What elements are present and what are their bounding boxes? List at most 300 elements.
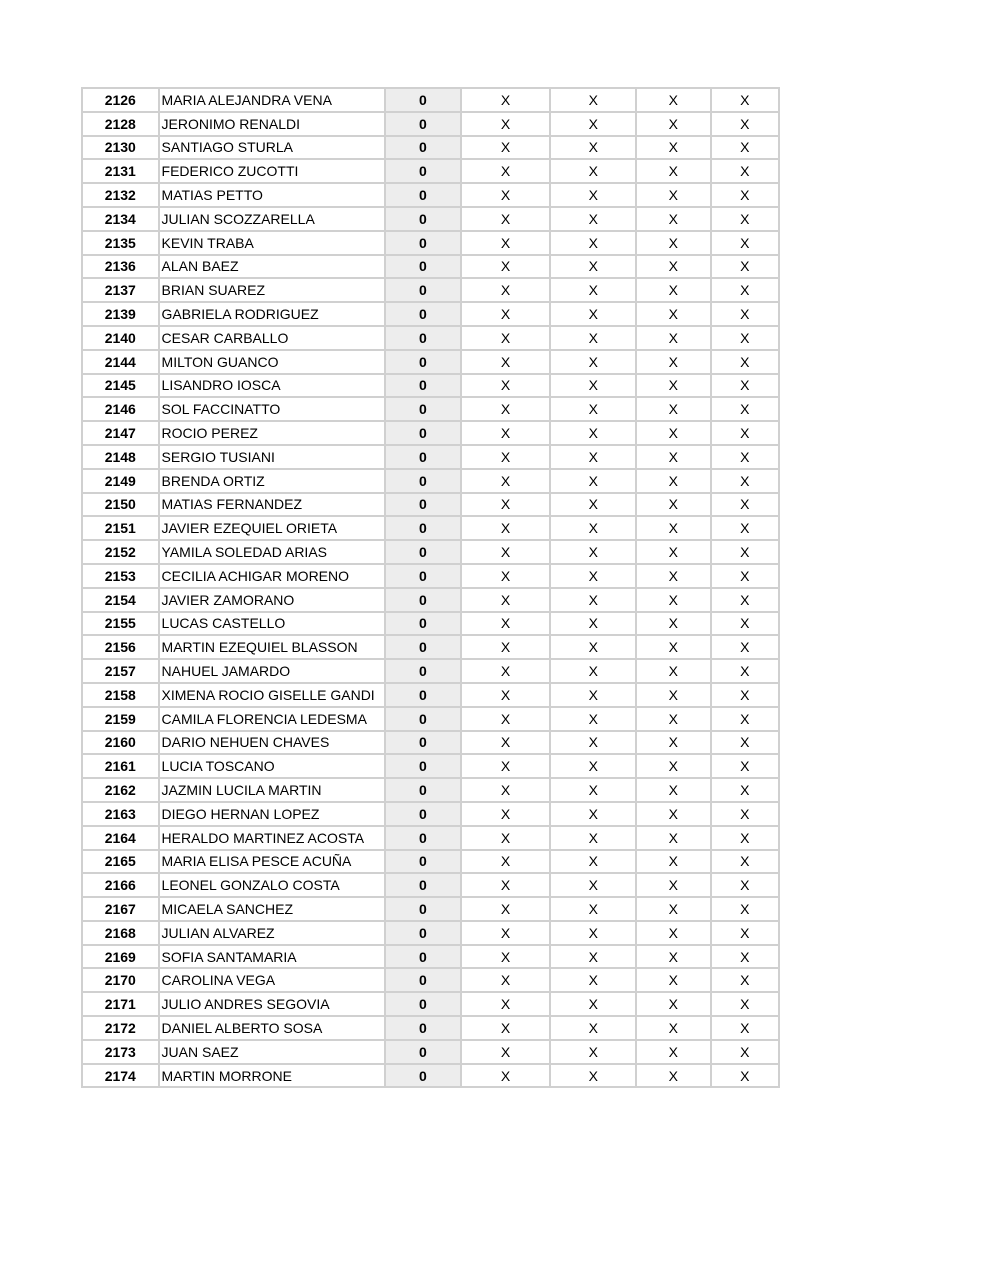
- row-mark-cell-4: X: [711, 88, 779, 112]
- row-mark-cell-2: X: [550, 469, 636, 493]
- row-id-cell: 2148: [82, 445, 159, 469]
- row-mark-cell-2: X: [550, 445, 636, 469]
- row-score-cell: 0: [385, 207, 461, 231]
- row-id-cell: 2164: [82, 826, 159, 850]
- row-mark-cell-3: X: [636, 897, 710, 921]
- row-name-cell: MICAELA SANCHEZ: [159, 897, 386, 921]
- row-id-cell: 2147: [82, 421, 159, 445]
- row-id-cell: 2130: [82, 136, 159, 160]
- row-mark-cell-2: X: [550, 850, 636, 874]
- row-mark-cell-4: X: [711, 136, 779, 160]
- row-mark-cell-4: X: [711, 350, 779, 374]
- row-score-cell: 0: [385, 374, 461, 398]
- table-row: [82, 1016, 779, 1040]
- row-mark-cell-2: X: [550, 731, 636, 755]
- row-mark-cell-2: X: [550, 278, 636, 302]
- row-name-cell: ALAN BAEZ: [159, 255, 386, 279]
- row-name-cell: DIEGO HERNAN LOPEZ: [159, 802, 386, 826]
- row-name-cell: SOL FACCINATTO: [159, 397, 386, 421]
- row-name-cell: DARIO NEHUEN CHAVES: [159, 731, 386, 755]
- row-mark-cell-3: X: [636, 945, 710, 969]
- row-mark-cell-4: X: [711, 850, 779, 874]
- row-score-cell: 0: [385, 421, 461, 445]
- row-mark-cell-1: X: [461, 850, 551, 874]
- row-name-cell: SANTIAGO STURLA: [159, 136, 386, 160]
- row-mark-cell-1: X: [461, 612, 551, 636]
- row-mark-cell-4: X: [711, 992, 779, 1016]
- row-score-cell: 0: [385, 278, 461, 302]
- row-id-cell: 2136: [82, 255, 159, 279]
- table-row: [82, 255, 779, 279]
- row-id-cell: 2150: [82, 493, 159, 517]
- row-mark-cell-4: X: [711, 635, 779, 659]
- table-row: [82, 754, 779, 778]
- row-mark-cell-1: X: [461, 731, 551, 755]
- row-id-cell: 2168: [82, 921, 159, 945]
- row-mark-cell-3: X: [636, 635, 710, 659]
- row-score-cell: 0: [385, 112, 461, 136]
- table-row: [82, 397, 779, 421]
- row-mark-cell-3: X: [636, 1040, 710, 1064]
- row-mark-cell-2: X: [550, 88, 636, 112]
- row-mark-cell-3: X: [636, 326, 710, 350]
- row-score-cell: 0: [385, 850, 461, 874]
- table-row: [82, 136, 779, 160]
- row-mark-cell-2: X: [550, 350, 636, 374]
- row-id-cell: 2155: [82, 612, 159, 636]
- row-mark-cell-4: X: [711, 231, 779, 255]
- table-row: [82, 540, 779, 564]
- row-id-cell: 2151: [82, 516, 159, 540]
- row-mark-cell-3: X: [636, 588, 710, 612]
- row-mark-cell-4: X: [711, 326, 779, 350]
- row-mark-cell-3: X: [636, 850, 710, 874]
- row-mark-cell-1: X: [461, 921, 551, 945]
- row-mark-cell-3: X: [636, 992, 710, 1016]
- row-mark-cell-4: X: [711, 945, 779, 969]
- row-score-cell: 0: [385, 231, 461, 255]
- row-mark-cell-4: X: [711, 1040, 779, 1064]
- row-mark-cell-1: X: [461, 183, 551, 207]
- row-id-cell: 2174: [82, 1064, 159, 1088]
- row-mark-cell-1: X: [461, 159, 551, 183]
- table-row: [82, 802, 779, 826]
- row-score-cell: 0: [385, 612, 461, 636]
- row-score-cell: 0: [385, 707, 461, 731]
- row-name-cell: YAMILA SOLEDAD ARIAS: [159, 540, 386, 564]
- row-mark-cell-2: X: [550, 1040, 636, 1064]
- row-mark-cell-2: X: [550, 326, 636, 350]
- row-mark-cell-4: X: [711, 588, 779, 612]
- row-score-cell: 0: [385, 897, 461, 921]
- row-id-cell: 2158: [82, 683, 159, 707]
- row-score-cell: 0: [385, 88, 461, 112]
- row-mark-cell-1: X: [461, 255, 551, 279]
- row-mark-cell-3: X: [636, 612, 710, 636]
- row-mark-cell-4: X: [711, 493, 779, 517]
- row-mark-cell-3: X: [636, 469, 710, 493]
- table-row: [82, 635, 779, 659]
- row-mark-cell-3: X: [636, 516, 710, 540]
- row-name-cell: MARTIN EZEQUIEL BLASSON: [159, 635, 386, 659]
- row-mark-cell-4: X: [711, 1016, 779, 1040]
- row-mark-cell-3: X: [636, 374, 710, 398]
- row-mark-cell-3: X: [636, 302, 710, 326]
- row-mark-cell-3: X: [636, 231, 710, 255]
- row-mark-cell-2: X: [550, 707, 636, 731]
- row-mark-cell-2: X: [550, 516, 636, 540]
- row-mark-cell-2: X: [550, 1064, 636, 1088]
- row-score-cell: 0: [385, 659, 461, 683]
- table-row: [82, 183, 779, 207]
- row-mark-cell-1: X: [461, 326, 551, 350]
- row-mark-cell-1: X: [461, 635, 551, 659]
- row-mark-cell-3: X: [636, 183, 710, 207]
- row-id-cell: 2126: [82, 88, 159, 112]
- table-row: [82, 921, 779, 945]
- row-mark-cell-3: X: [636, 564, 710, 588]
- row-id-cell: 2159: [82, 707, 159, 731]
- row-mark-cell-4: X: [711, 707, 779, 731]
- row-id-cell: 2149: [82, 469, 159, 493]
- row-mark-cell-1: X: [461, 469, 551, 493]
- row-id-cell: 2154: [82, 588, 159, 612]
- row-mark-cell-3: X: [636, 659, 710, 683]
- row-mark-cell-1: X: [461, 302, 551, 326]
- row-mark-cell-3: X: [636, 112, 710, 136]
- row-id-cell: 2167: [82, 897, 159, 921]
- row-mark-cell-4: X: [711, 302, 779, 326]
- row-mark-cell-3: X: [636, 88, 710, 112]
- row-mark-cell-1: X: [461, 445, 551, 469]
- row-id-cell: 2132: [82, 183, 159, 207]
- row-mark-cell-1: X: [461, 231, 551, 255]
- row-mark-cell-2: X: [550, 873, 636, 897]
- row-name-cell: CESAR CARBALLO: [159, 326, 386, 350]
- row-mark-cell-1: X: [461, 350, 551, 374]
- row-mark-cell-1: X: [461, 992, 551, 1016]
- row-name-cell: JAVIER ZAMORANO: [159, 588, 386, 612]
- row-mark-cell-2: X: [550, 802, 636, 826]
- row-mark-cell-2: X: [550, 897, 636, 921]
- row-name-cell: LISANDRO IOSCA: [159, 374, 386, 398]
- row-mark-cell-2: X: [550, 683, 636, 707]
- row-id-cell: 2166: [82, 873, 159, 897]
- row-id-cell: 2163: [82, 802, 159, 826]
- row-mark-cell-3: X: [636, 802, 710, 826]
- row-mark-cell-2: X: [550, 136, 636, 160]
- table-row: [82, 683, 779, 707]
- row-name-cell: JULIO ANDRES SEGOVIA: [159, 992, 386, 1016]
- row-score-cell: 0: [385, 564, 461, 588]
- row-id-cell: 2131: [82, 159, 159, 183]
- row-mark-cell-2: X: [550, 540, 636, 564]
- row-name-cell: CECILIA ACHIGAR MORENO: [159, 564, 386, 588]
- row-name-cell: DANIEL ALBERTO SOSA: [159, 1016, 386, 1040]
- row-score-cell: 0: [385, 136, 461, 160]
- row-score-cell: 0: [385, 516, 461, 540]
- row-id-cell: 2153: [82, 564, 159, 588]
- row-mark-cell-1: X: [461, 778, 551, 802]
- row-mark-cell-1: X: [461, 207, 551, 231]
- row-name-cell: SERGIO TUSIANI: [159, 445, 386, 469]
- row-mark-cell-2: X: [550, 493, 636, 517]
- row-mark-cell-3: X: [636, 255, 710, 279]
- row-mark-cell-4: X: [711, 802, 779, 826]
- table-row: [82, 992, 779, 1016]
- table-row: [82, 564, 779, 588]
- row-id-cell: 2152: [82, 540, 159, 564]
- row-mark-cell-2: X: [550, 945, 636, 969]
- table-row: [82, 159, 779, 183]
- table-row: [82, 207, 779, 231]
- row-score-cell: 0: [385, 968, 461, 992]
- row-name-cell: XIMENA ROCIO GISELLE GANDI: [159, 683, 386, 707]
- row-mark-cell-1: X: [461, 945, 551, 969]
- row-mark-cell-1: X: [461, 826, 551, 850]
- row-name-cell: KEVIN TRABA: [159, 231, 386, 255]
- row-score-cell: 0: [385, 826, 461, 850]
- table-row: [82, 1064, 779, 1088]
- row-id-cell: 2165: [82, 850, 159, 874]
- row-score-cell: 0: [385, 159, 461, 183]
- table-row: [82, 469, 779, 493]
- row-mark-cell-3: X: [636, 921, 710, 945]
- table-row: [82, 445, 779, 469]
- row-score-cell: 0: [385, 1064, 461, 1088]
- row-mark-cell-4: X: [711, 659, 779, 683]
- row-id-cell: 2162: [82, 778, 159, 802]
- row-mark-cell-2: X: [550, 588, 636, 612]
- row-score-cell: 0: [385, 326, 461, 350]
- row-mark-cell-2: X: [550, 564, 636, 588]
- row-mark-cell-4: X: [711, 683, 779, 707]
- table-row: [82, 374, 779, 398]
- row-mark-cell-1: X: [461, 397, 551, 421]
- row-mark-cell-2: X: [550, 183, 636, 207]
- row-id-cell: 2137: [82, 278, 159, 302]
- row-id-cell: 2171: [82, 992, 159, 1016]
- row-mark-cell-1: X: [461, 1064, 551, 1088]
- row-name-cell: HERALDO MARTINEZ ACOSTA: [159, 826, 386, 850]
- row-mark-cell-3: X: [636, 873, 710, 897]
- row-score-cell: 0: [385, 445, 461, 469]
- row-mark-cell-2: X: [550, 112, 636, 136]
- row-mark-cell-1: X: [461, 897, 551, 921]
- results-table-body: [82, 88, 779, 1087]
- row-mark-cell-3: X: [636, 683, 710, 707]
- row-id-cell: 2161: [82, 754, 159, 778]
- row-mark-cell-4: X: [711, 778, 779, 802]
- row-score-cell: 0: [385, 635, 461, 659]
- row-id-cell: 2172: [82, 1016, 159, 1040]
- row-name-cell: LUCAS CASTELLO: [159, 612, 386, 636]
- row-mark-cell-4: X: [711, 421, 779, 445]
- table-row: [82, 731, 779, 755]
- row-mark-cell-1: X: [461, 873, 551, 897]
- row-mark-cell-2: X: [550, 231, 636, 255]
- row-score-cell: 0: [385, 469, 461, 493]
- table-row: [82, 873, 779, 897]
- row-mark-cell-1: X: [461, 564, 551, 588]
- row-mark-cell-4: X: [711, 255, 779, 279]
- row-mark-cell-2: X: [550, 302, 636, 326]
- row-id-cell: 2160: [82, 731, 159, 755]
- row-mark-cell-4: X: [711, 397, 779, 421]
- row-name-cell: BRENDA ORTIZ: [159, 469, 386, 493]
- row-score-cell: 0: [385, 873, 461, 897]
- row-name-cell: CAROLINA VEGA: [159, 968, 386, 992]
- table-row: [82, 112, 779, 136]
- row-mark-cell-1: X: [461, 707, 551, 731]
- row-mark-cell-3: X: [636, 350, 710, 374]
- table-row: [82, 707, 779, 731]
- row-name-cell: BRIAN SUAREZ: [159, 278, 386, 302]
- row-id-cell: 2146: [82, 397, 159, 421]
- row-mark-cell-2: X: [550, 754, 636, 778]
- row-id-cell: 2170: [82, 968, 159, 992]
- row-mark-cell-4: X: [711, 612, 779, 636]
- row-mark-cell-2: X: [550, 826, 636, 850]
- row-mark-cell-4: X: [711, 540, 779, 564]
- row-id-cell: 2140: [82, 326, 159, 350]
- table-row: [82, 826, 779, 850]
- row-mark-cell-3: X: [636, 968, 710, 992]
- table-row: [82, 1040, 779, 1064]
- row-score-cell: 0: [385, 540, 461, 564]
- row-id-cell: 2139: [82, 302, 159, 326]
- row-score-cell: 0: [385, 493, 461, 517]
- row-name-cell: LUCIA TOSCANO: [159, 754, 386, 778]
- row-score-cell: 0: [385, 731, 461, 755]
- row-mark-cell-1: X: [461, 516, 551, 540]
- row-name-cell: ROCIO PEREZ: [159, 421, 386, 445]
- row-mark-cell-4: X: [711, 731, 779, 755]
- row-id-cell: 2157: [82, 659, 159, 683]
- row-mark-cell-2: X: [550, 778, 636, 802]
- row-mark-cell-4: X: [711, 112, 779, 136]
- row-mark-cell-4: X: [711, 873, 779, 897]
- row-mark-cell-4: X: [711, 1064, 779, 1088]
- table-row: [82, 945, 779, 969]
- row-id-cell: 2128: [82, 112, 159, 136]
- table-row: [82, 968, 779, 992]
- table-row: [82, 588, 779, 612]
- table-row: [82, 612, 779, 636]
- row-score-cell: 0: [385, 945, 461, 969]
- table-row: [82, 421, 779, 445]
- row-mark-cell-2: X: [550, 1016, 636, 1040]
- row-score-cell: 0: [385, 1016, 461, 1040]
- row-mark-cell-1: X: [461, 421, 551, 445]
- row-mark-cell-1: X: [461, 136, 551, 160]
- row-mark-cell-3: X: [636, 754, 710, 778]
- row-mark-cell-3: X: [636, 540, 710, 564]
- row-mark-cell-2: X: [550, 612, 636, 636]
- row-name-cell: JULIAN ALVAREZ: [159, 921, 386, 945]
- table-row: [82, 278, 779, 302]
- table-row: [82, 516, 779, 540]
- row-mark-cell-2: X: [550, 992, 636, 1016]
- row-mark-cell-4: X: [711, 516, 779, 540]
- row-mark-cell-2: X: [550, 421, 636, 445]
- row-mark-cell-4: X: [711, 921, 779, 945]
- row-name-cell: MARIA ELISA PESCE ACUÑA: [159, 850, 386, 874]
- row-mark-cell-2: X: [550, 159, 636, 183]
- row-mark-cell-1: X: [461, 112, 551, 136]
- row-score-cell: 0: [385, 1040, 461, 1064]
- table-row: [82, 88, 779, 112]
- row-mark-cell-3: X: [636, 136, 710, 160]
- row-name-cell: MILTON GUANCO: [159, 350, 386, 374]
- row-mark-cell-2: X: [550, 397, 636, 421]
- row-name-cell: GABRIELA RODRIGUEZ: [159, 302, 386, 326]
- table-row: [82, 350, 779, 374]
- row-name-cell: SOFIA SANTAMARIA: [159, 945, 386, 969]
- row-mark-cell-3: X: [636, 778, 710, 802]
- row-name-cell: MATIAS PETTO: [159, 183, 386, 207]
- row-name-cell: JERONIMO RENALDI: [159, 112, 386, 136]
- row-mark-cell-4: X: [711, 445, 779, 469]
- row-mark-cell-4: X: [711, 897, 779, 921]
- row-name-cell: MATIAS FERNANDEZ: [159, 493, 386, 517]
- row-mark-cell-3: X: [636, 493, 710, 517]
- table-row: [82, 302, 779, 326]
- row-mark-cell-1: X: [461, 278, 551, 302]
- row-mark-cell-3: X: [636, 1016, 710, 1040]
- row-mark-cell-1: X: [461, 540, 551, 564]
- row-mark-cell-1: X: [461, 754, 551, 778]
- row-mark-cell-2: X: [550, 968, 636, 992]
- row-name-cell: NAHUEL JAMARDO: [159, 659, 386, 683]
- row-mark-cell-1: X: [461, 659, 551, 683]
- row-name-cell: MARTIN MORRONE: [159, 1064, 386, 1088]
- row-score-cell: 0: [385, 778, 461, 802]
- row-id-cell: 2134: [82, 207, 159, 231]
- row-mark-cell-4: X: [711, 207, 779, 231]
- row-mark-cell-2: X: [550, 635, 636, 659]
- row-mark-cell-1: X: [461, 1040, 551, 1064]
- row-score-cell: 0: [385, 302, 461, 326]
- row-mark-cell-4: X: [711, 469, 779, 493]
- row-name-cell: LEONEL GONZALO COSTA: [159, 873, 386, 897]
- row-mark-cell-3: X: [636, 421, 710, 445]
- row-score-cell: 0: [385, 683, 461, 707]
- row-name-cell: MARIA ALEJANDRA VENA: [159, 88, 386, 112]
- row-mark-cell-1: X: [461, 374, 551, 398]
- row-mark-cell-1: X: [461, 493, 551, 517]
- row-id-cell: 2144: [82, 350, 159, 374]
- table-row: [82, 897, 779, 921]
- row-mark-cell-2: X: [550, 255, 636, 279]
- row-mark-cell-4: X: [711, 374, 779, 398]
- table-row: [82, 778, 779, 802]
- row-mark-cell-3: X: [636, 397, 710, 421]
- row-id-cell: 2169: [82, 945, 159, 969]
- row-mark-cell-3: X: [636, 731, 710, 755]
- row-id-cell: 2145: [82, 374, 159, 398]
- row-name-cell: CAMILA FLORENCIA LEDESMA: [159, 707, 386, 731]
- row-mark-cell-4: X: [711, 183, 779, 207]
- row-name-cell: JAZMIN LUCILA MARTIN: [159, 778, 386, 802]
- row-mark-cell-1: X: [461, 802, 551, 826]
- row-mark-cell-2: X: [550, 921, 636, 945]
- row-score-cell: 0: [385, 921, 461, 945]
- row-score-cell: 0: [385, 350, 461, 374]
- row-mark-cell-3: X: [636, 278, 710, 302]
- row-mark-cell-4: X: [711, 754, 779, 778]
- row-mark-cell-3: X: [636, 159, 710, 183]
